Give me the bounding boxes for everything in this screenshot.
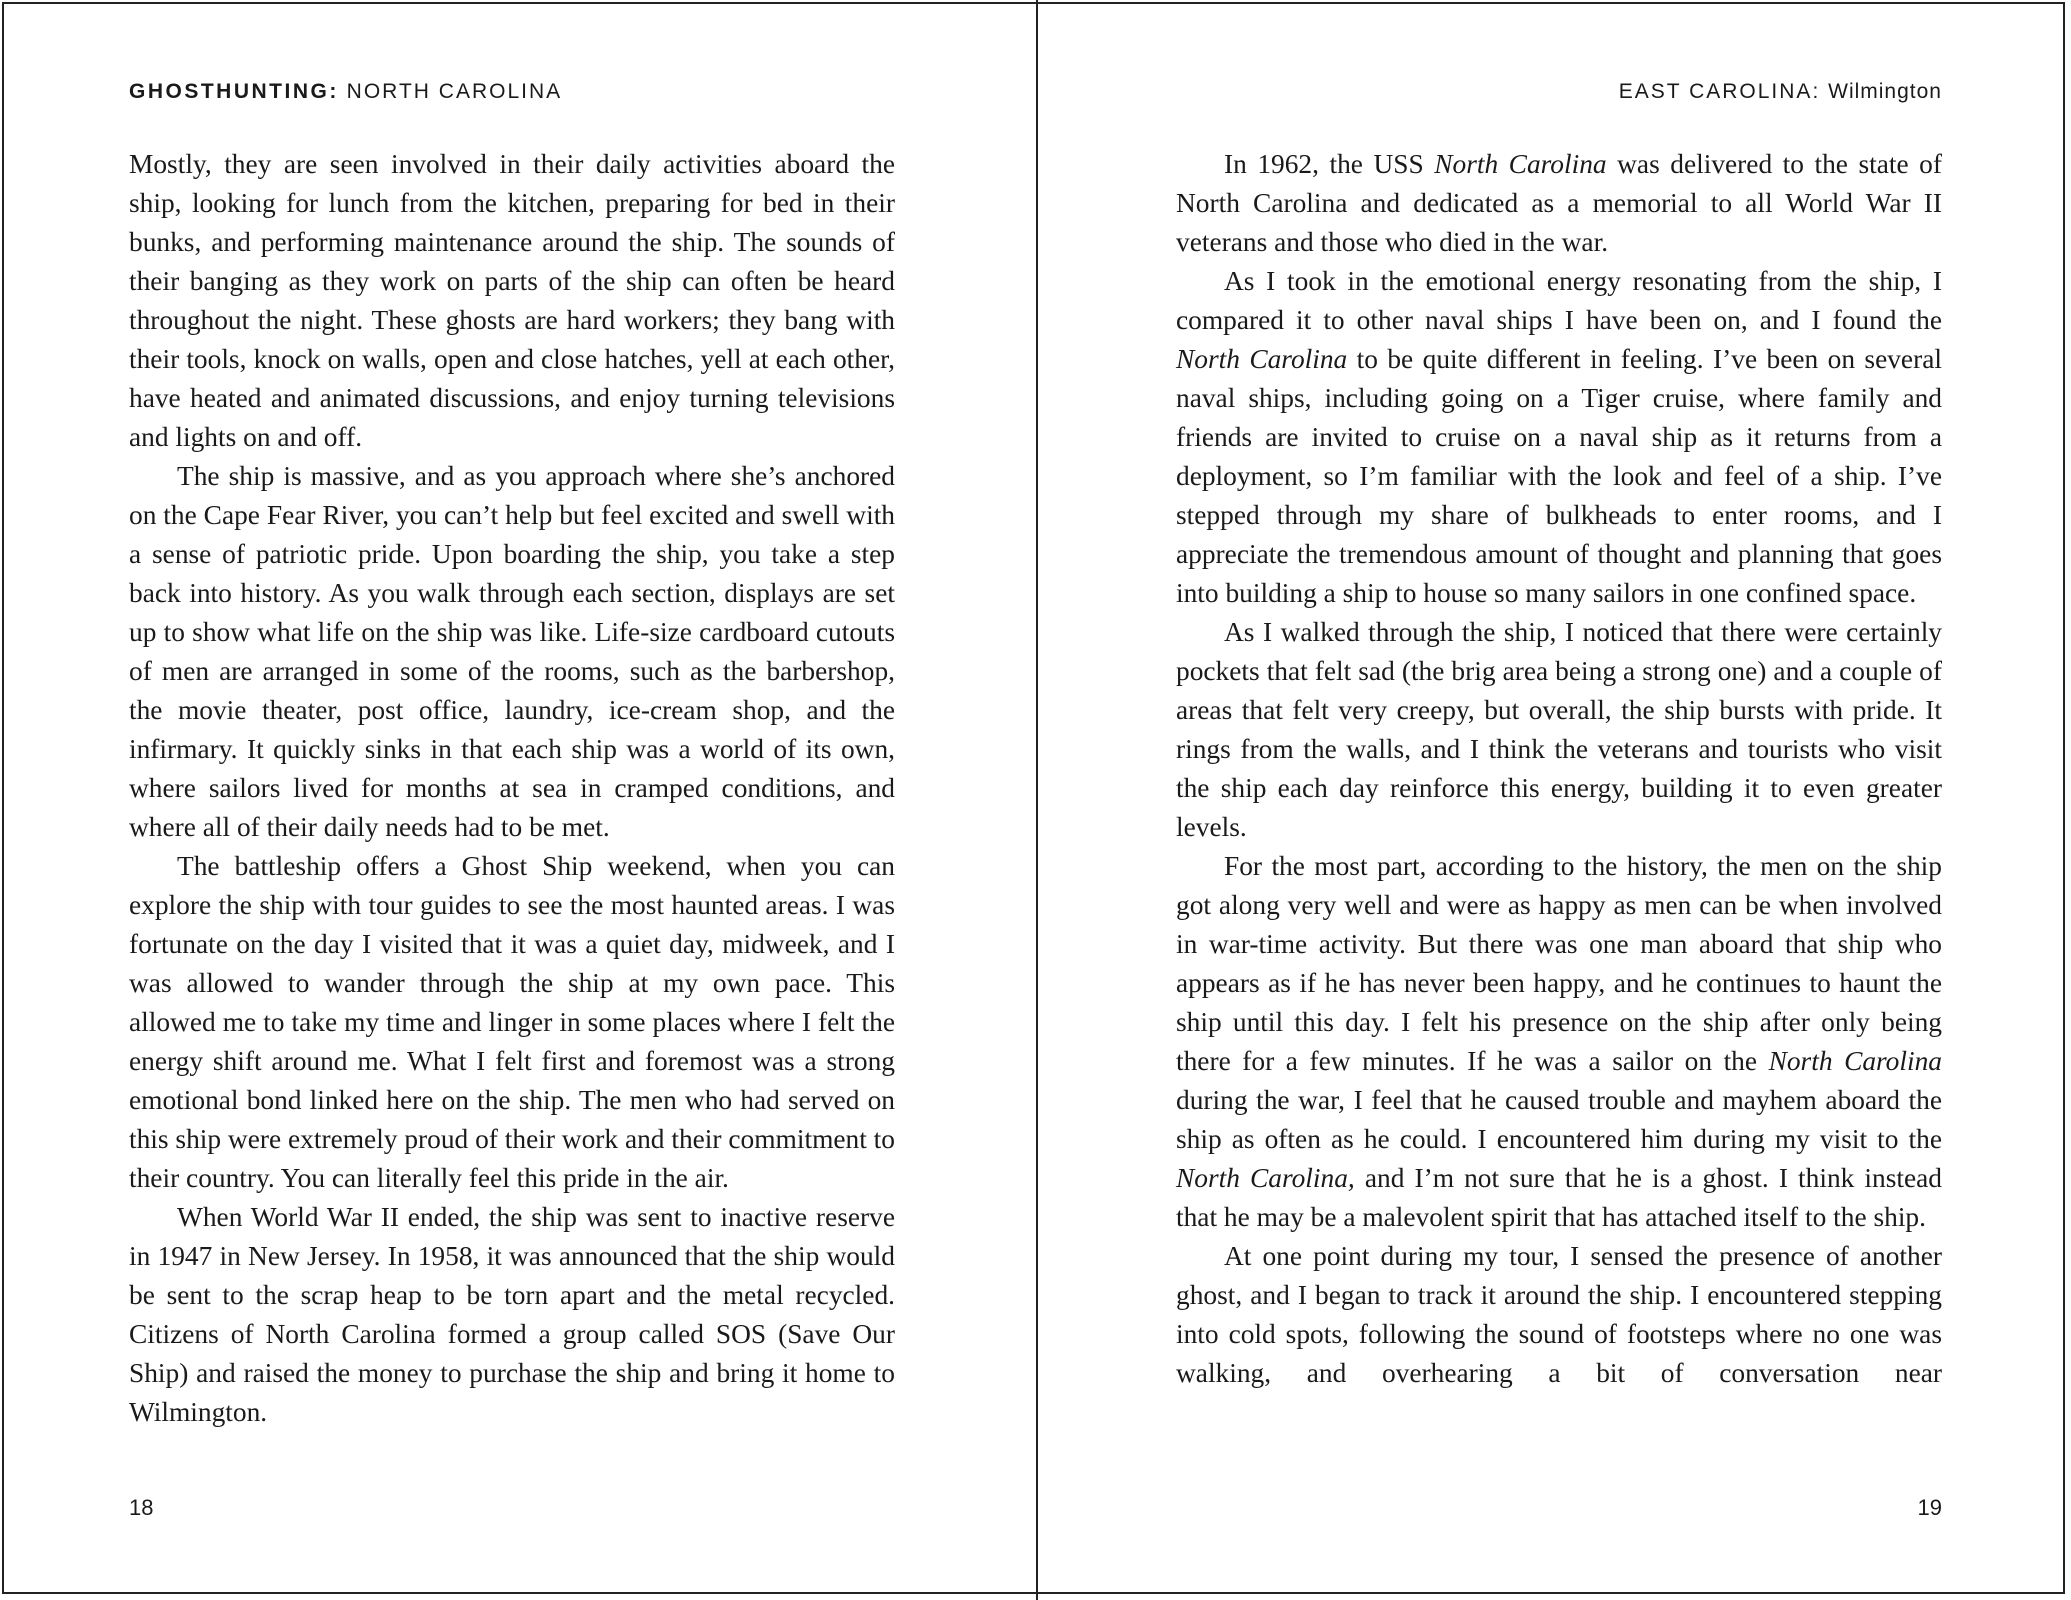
left-running-head bbox=[129, 80, 895, 104]
text-run: and I’m not sure that he is a ghost. I think instead that he may be a malevolent spirit that has attached itself to the ship. bbox=[1176, 1163, 1943, 1232]
page-number: 18 bbox=[129, 1495, 154, 1520]
paragraph: As I walked through the ship, I noticed that there were certainly pockets that felt sad (the brig area being a strong one) and a couple of areas that felt very creepy, but overall, the ship bursts with pride. It rings from the walls, and I think the veterans and tourists who visit the ship each day reinforce this energy, building it to even greater levels. bbox=[1176, 617, 1942, 842]
running-head-state: NORTH CAROLINA bbox=[346, 80, 563, 103]
paragraph: The battleship offers a Ghost Ship weekend, when you can explore the ship with tour guides to see the most haunted areas. I was fortunate on the day I visited that it was a quiet day, midweek, and I was allowed to wander through the ship at my own pace. This allowed me to take my time and linger in some places where I felt the energy shift around me. What I felt first and foremost was a strong emotional bond linked here on the ship. The men who had served on this ship were extremely proud of their work and their commitment to their country. You can literally feel this pride in the air. bbox=[129, 851, 895, 1193]
left-body-text bbox=[129, 145, 895, 1432]
paragraph: When World War II ended, the ship was sent to inactive reserve in 1947 in New Jersey. In 1958, it was announced that the ship would be sent to the scrap heap to be torn apart and the metal recycled. Citizens of North Carolina formed a group called SOS (Save Our Ship) and raised the money to purchase the ship and bring it home to Wilmington. bbox=[129, 1202, 895, 1427]
left-page bbox=[129, 0, 895, 1600]
text-run: to be quite different in feeling. I’ve been on several naval ships, including going on a Tiger cruise, where family and friends are invited to cruise on a naval ship as it returns from a deployment, so I’m familiar with the look and feel of a ship. I’ve stepped through my share of bulkheads to enter rooms, and I appreciate the tremendous amount of thought and planning that goes into building a ship to house so many sailors in one confined space. bbox=[1176, 344, 1942, 608]
text-run: For the most part, according to the history, the men on the ship got along very well and were as happy as men can be when involved in war-time activity. But there was one man aboard that ship who appears as if he has never been happy, and he continues to haunt the ship until this day. I felt his presence on the ship after only being there for a few minutes. If he was a sailor on the bbox=[1176, 851, 1942, 1076]
text-run: during the war, I feel that he caused trouble and mayhem aboard the ship as often as he could. I encountered him during my visit to the bbox=[1176, 1085, 1942, 1154]
ship-name-italic: North Carolina bbox=[1176, 344, 1348, 374]
paragraph bbox=[1176, 262, 1942, 613]
page-number: 19 bbox=[1917, 1495, 1942, 1520]
running-head-region: EAST CAROLINA: bbox=[1618, 80, 1821, 103]
paragraph bbox=[1176, 145, 1942, 262]
book-spine-divider bbox=[1036, 0, 1038, 1600]
paragraph: At one point during my tour, I sensed the presence of another ghost, and I began to track it around the ship. I encountered stepping into cold spots, following the sound of footsteps where no one was walking, and overhearing a bit of conversation near bbox=[1176, 1241, 1942, 1388]
ship-name-italic: North Carolina bbox=[1434, 149, 1607, 179]
running-head-series: GHOSTHUNTING: bbox=[129, 80, 339, 103]
paragraph: The ship is massive, and as you approach where she’s anchored on the Cape Fear River, you can’t help but feel excited and swell with a sense of patriotic pride. Upon boarding the ship, you take a step back into history. As you walk through each section, displays are set up to show what life on the ship was like. Life-size cardboard cutouts of men are arranged in some of the rooms, such as the barbershop, the movie theater, post office, laundry, ice-cream shop, and the infirmary. It quickly sinks in that each ship was a world of its own, where sailors lived for months at sea in cramped conditions, and where all of their daily needs had to be met. bbox=[129, 461, 895, 842]
text-run: As I took in the emotional energy resonating from the ship, I compared it to other naval ships I have been on, and I found the bbox=[1176, 266, 1942, 335]
text-run: was delivered to the state of North Carolina and dedicated as a memorial to all World War II veterans and those who died in the war. bbox=[1176, 149, 1942, 257]
right-page bbox=[1176, 0, 1942, 1600]
ship-name-italic: North Carolina, bbox=[1176, 1163, 1355, 1193]
running-head-city: Wilmington bbox=[1828, 80, 1942, 103]
ship-name-italic: North Carolina bbox=[1768, 1046, 1942, 1076]
text-run: In 1962, the USS bbox=[1224, 149, 1435, 179]
right-running-head bbox=[1176, 80, 1942, 104]
right-body-text bbox=[1176, 145, 1942, 1393]
paragraph: Mostly, they are seen involved in their daily activities aboard the ship, looking for lunch from the kitchen, preparing for bed in their bunks, and performing maintenance around the ship. The sounds of their banging as they work on parts of the ship can often be heard throughout the night. These ghosts are hard workers; they bang with their tools, knock on walls, open and close hatches, yell at each other, have heated and animated discussions, and enjoy turning televisions and lights on and off. bbox=[129, 149, 895, 452]
paragraph bbox=[1176, 847, 1942, 1237]
